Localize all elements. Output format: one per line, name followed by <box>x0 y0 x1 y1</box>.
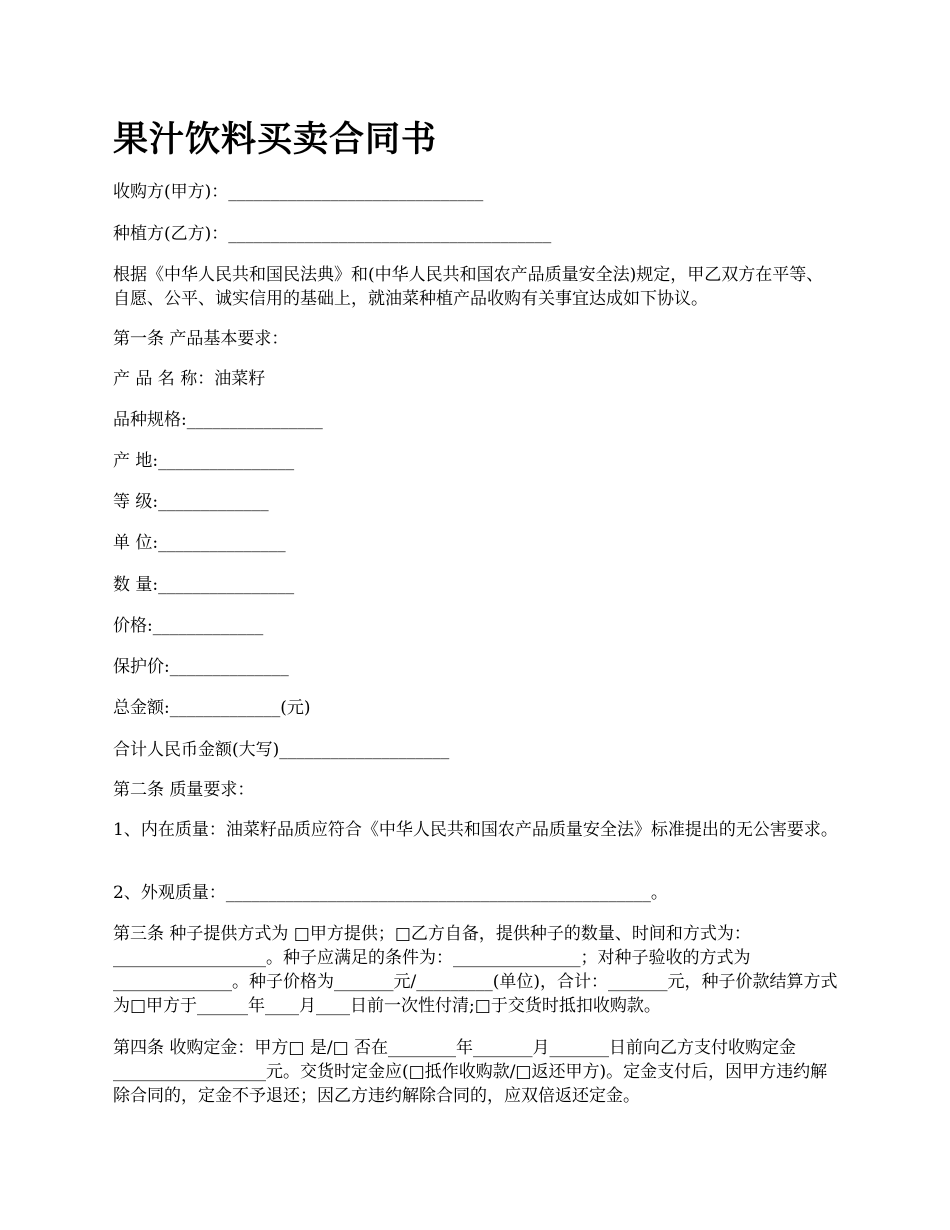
protect-price-line: 保护价:______________ <box>113 657 289 677</box>
total-rmb-line: 合计人民币金额(大写)____________________ <box>113 740 450 760</box>
grower-line: 种植方(乙方)：______________________________________ <box>113 224 552 244</box>
total-line: 总金额:_____________(元) <box>113 698 311 718</box>
article-2-title: 第二条 质量要求： <box>113 780 255 800</box>
product-name-line: 产 品 名 称：油菜籽 <box>113 369 266 389</box>
article-3-paragraph: 第三条 种子提供方式为 □甲方提供；□乙方自备，提供种子的数量、时间和方式为：__________________。种子应满足的条件为：_______________；对种子验收的方式为______________。种子价格为_______元/_________(单位)，合计：_______元，种子价款结算方式为□甲方于______年____月____日前一次性付清;□于交货时抵扣收购款。 <box>113 924 838 1016</box>
grade-line: 等 级:_____________ <box>113 492 269 512</box>
origin-line: 产 地:________________ <box>113 451 295 471</box>
intro-paragraph: 根据《中华人民共和国民法典》和(中华人民共和国农产品质量安全法)规定，甲乙双方在平等、自愿、公平、诚实信用的基础上，就油菜种植产品收购有关事宜达成如下协议。 <box>113 265 824 309</box>
quality-inner-paragraph: 1、内在质量：油菜籽品质应符合《中华人民共和国农产品质量安全法》标准提出的无公害要求。 <box>113 820 838 840</box>
variety-line: 品种规格:________________ <box>113 410 323 430</box>
document-title: 果汁饮料买卖合同书 <box>113 119 438 160</box>
article-1-title: 第一条 产品基本要求： <box>113 329 289 349</box>
article-4-paragraph: 第四条 收购定金：甲方□ 是/□ 否在________年_______月_______日前向乙方支付收购定金__________________元。交货时定金应(□抵作收购款/□返还甲方)。定金支付后，因甲方违约解除合同的，定金不予退还；因乙方违约解除合同的，应双倍返还定金。 <box>113 1038 828 1106</box>
unit-line: 单 位:_______________ <box>113 533 286 553</box>
quality-outer-line: 2、外观质量：__________________________________________________。 <box>113 883 668 903</box>
buyer-line: 收购方(甲方)：______________________________ <box>113 182 484 202</box>
price-line: 价格:_____________ <box>113 616 264 636</box>
quantity-line: 数 量:________________ <box>113 575 295 595</box>
